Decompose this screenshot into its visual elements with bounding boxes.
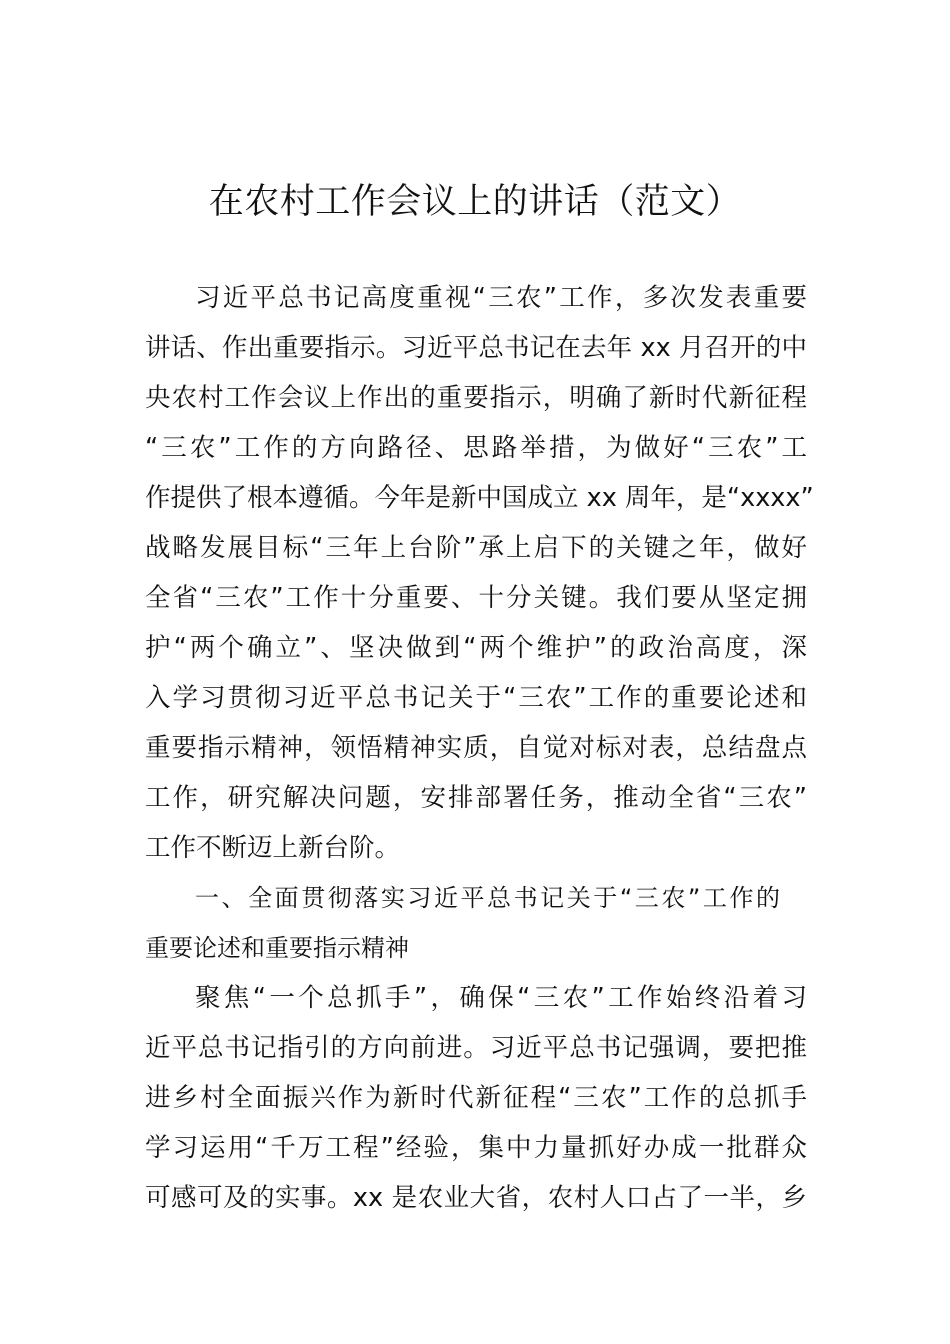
paragraph-line: 近平总书记指引的方向前进。习近平总书记强调，要把推 (145, 1033, 807, 1063)
paragraph-line: 工作不断迈上新台阶。 (145, 833, 401, 863)
paragraph-line: 入学习贯彻习近平总书记关于“三农”工作的重要论述和 (145, 683, 807, 713)
document-title: 在农村工作会议上的讲话（范文） (208, 182, 742, 222)
paragraph-line: 可感可及的实事。xx 是农业大省，农村人口占了一半，乡 (145, 1183, 807, 1213)
paragraph-line: 重要指示精神，领悟精神实质，自觉对标对表，总结盘点 (145, 733, 807, 763)
paragraph-line: 央农村工作会议上作出的重要指示，明确了新时代新征程 (145, 383, 807, 413)
paragraph-line: 护“两个确立”、坚决做到“两个维护”的政治高度，深 (145, 633, 807, 663)
section-heading-line: 重要论述和重要指示精神 (145, 934, 409, 962)
section-heading-line: 一、全面贯彻落实习近平总书记关于“三农”工作的 (195, 884, 780, 912)
paragraph-line: 进乡村全面振兴作为新时代新征程“三农”工作的总抓手 (145, 1083, 807, 1113)
paragraph-line: 讲话、作出重要指示。习近平总书记在去年 xx 月召开的中 (145, 333, 807, 363)
paragraph-line: 学习运用“千万工程”经验，集中力量抓好办成一批群众 (145, 1133, 807, 1163)
paragraph-line: 聚焦“一个总抓手”，确保“三农”工作始终沿着习 (195, 983, 807, 1013)
paragraph-line: 习近平总书记高度重视“三农”工作，多次发表重要 (195, 283, 807, 313)
paragraph-line: 作提供了根本遵循。今年是新中国成立 xx 周年，是“xxxx” (145, 483, 814, 513)
paragraph-line: 工作，研究解决问题，安排部署任务，推动全省“三农” (145, 783, 807, 813)
paragraph-line: 战略发展目标“三年上台阶”承上启下的关键之年，做好 (145, 533, 807, 563)
paragraph-line: 全省“三农”工作十分重要、十分关键。我们要从坚定拥 (145, 583, 807, 613)
paragraph-line: “三农”工作的方向路径、思路举措，为做好“三农”工 (145, 433, 807, 463)
